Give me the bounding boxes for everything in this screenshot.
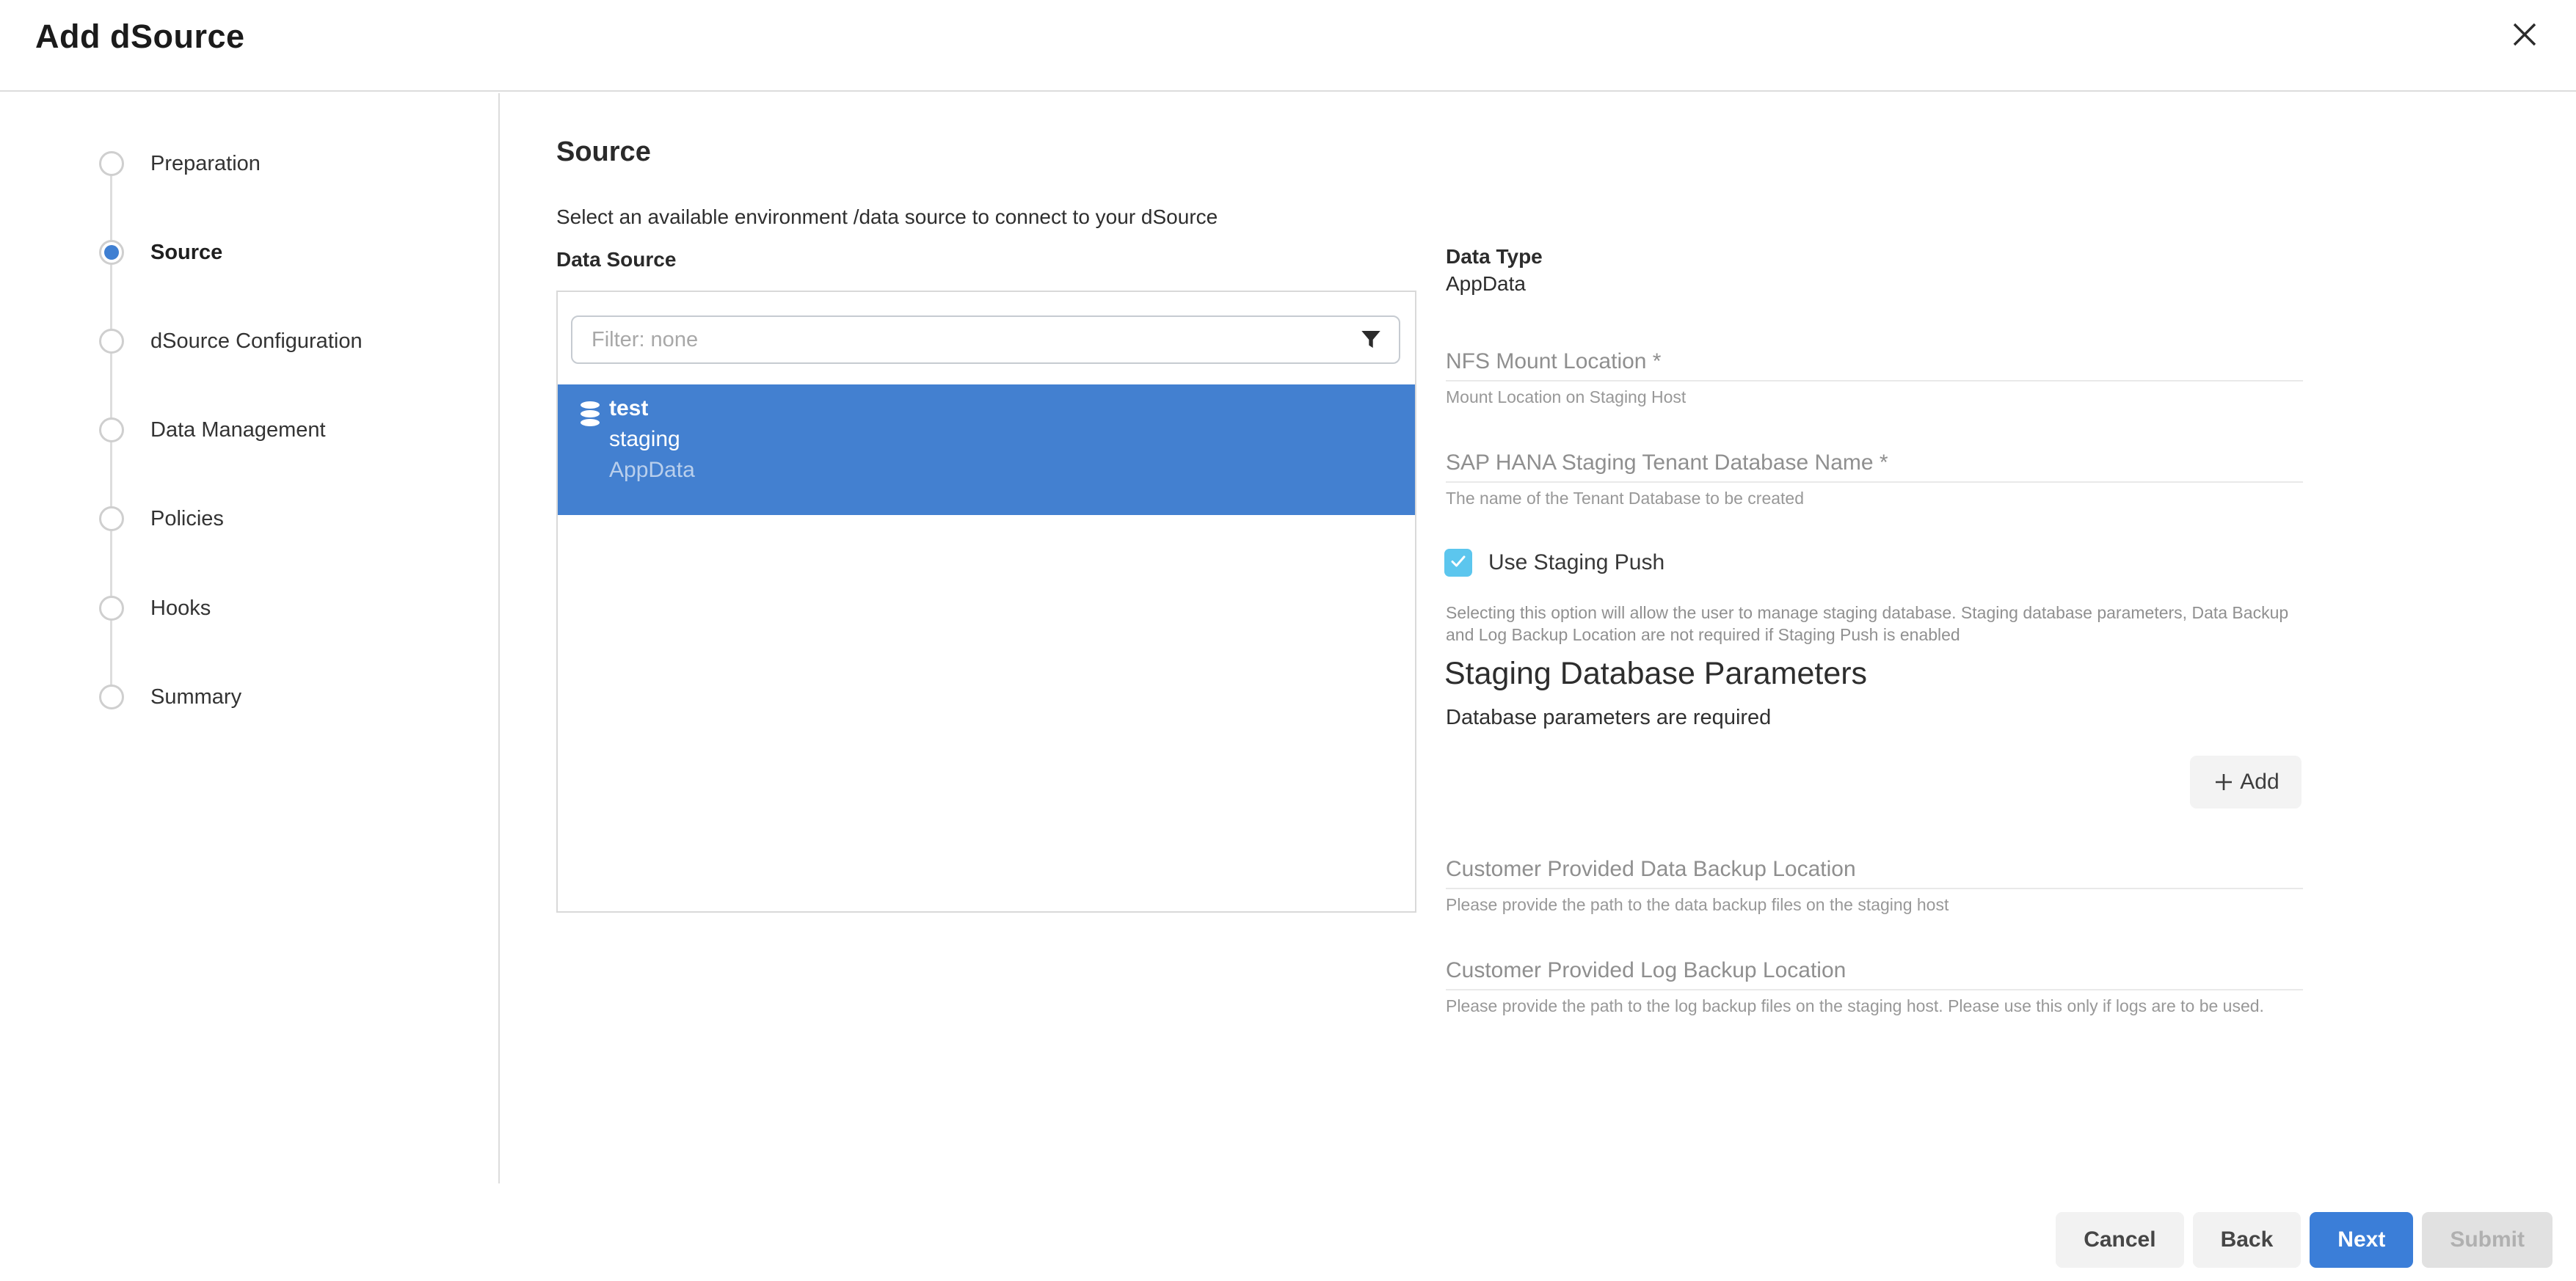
step-circle-active-icon xyxy=(99,240,124,265)
checkmark-icon xyxy=(1449,552,1468,574)
step-label: Source xyxy=(150,240,223,264)
filter-input[interactable] xyxy=(571,315,1400,364)
staging-push-helper: Selecting this option will allow the user to manage staging database. Staging database parameters, Data Backup and Log Backup Location are not required if Staging Push is enabled xyxy=(1446,603,2289,644)
nfs-mount-location-field xyxy=(1446,343,2303,407)
source-name: test xyxy=(609,396,649,420)
data-backup-location-input[interactable] xyxy=(1446,851,2303,889)
step-circle-icon xyxy=(99,417,124,442)
data-type-value: AppData xyxy=(1446,272,1526,295)
step-circle-icon xyxy=(99,506,124,531)
data-source-list-panel xyxy=(556,291,1416,913)
sidebar-step-preparation[interactable] xyxy=(99,137,261,190)
sidebar-step-source[interactable] xyxy=(99,226,222,279)
data-backup-location-helper: Please provide the path to the data backup files on the staging host xyxy=(1446,895,1949,914)
use-staging-push-row[interactable] xyxy=(1444,549,1664,577)
log-backup-location-input[interactable] xyxy=(1446,952,2303,990)
staging-push-label: Use Staging Push xyxy=(1488,550,1665,574)
step-circle-icon xyxy=(99,685,124,709)
step-circle-icon xyxy=(99,151,124,176)
step-circle-icon xyxy=(99,329,124,354)
step-label: Hooks xyxy=(150,596,211,620)
step-label: Preparation xyxy=(150,151,261,175)
database-icon xyxy=(578,401,603,432)
add-button-label: Add xyxy=(2240,770,2280,794)
step-label: Policies xyxy=(150,506,224,530)
plus-icon xyxy=(2212,770,2235,794)
dialog-title: Add dSource xyxy=(35,18,245,55)
staging-db-params-subheading: Database parameters are required xyxy=(1446,706,1772,729)
close-icon xyxy=(2508,18,2541,53)
dialog-header xyxy=(0,0,2576,92)
tenant-database-name-helper: The name of the Tenant Database to be created xyxy=(1446,489,1805,508)
data-backup-location-field xyxy=(1446,851,2303,915)
staging-push-checkbox[interactable] xyxy=(1444,549,1472,577)
add-parameter-button[interactable] xyxy=(2190,756,2302,809)
nfs-mount-location-input[interactable] xyxy=(1446,343,2303,382)
nfs-mount-location-helper: Mount Location on Staging Host xyxy=(1446,387,1687,406)
sidebar-step-policies[interactable] xyxy=(99,492,224,545)
cancel-button[interactable]: Cancel xyxy=(2056,1212,2183,1268)
step-label: dSource Configuration xyxy=(150,329,363,353)
step-label: Summary xyxy=(150,685,242,709)
data-source-label: Data Source xyxy=(556,248,677,271)
step-circle-icon xyxy=(99,596,124,621)
step-label: Data Management xyxy=(150,417,326,442)
sidebar-step-summary[interactable] xyxy=(99,671,241,723)
filter-field xyxy=(571,315,1400,364)
sidebar-step-data-management[interactable] xyxy=(99,404,326,456)
sidebar-step-dsource-configuration[interactable] xyxy=(99,315,363,368)
source-environment: staging xyxy=(609,427,680,451)
page-subtitle: Select an available environment /data source to connect to your dSource xyxy=(556,205,1218,228)
source-data-type: AppData xyxy=(609,458,695,482)
log-backup-location-helper: Please provide the path to the log backup files on the staging host. Please use this only if logs are to be used. xyxy=(1446,996,2264,1015)
next-button[interactable]: Next xyxy=(2310,1212,2413,1268)
back-button[interactable]: Back xyxy=(2193,1212,2302,1268)
log-backup-location-field xyxy=(1446,952,2303,1016)
staging-db-params-heading: Staging Database Parameters xyxy=(1444,656,1868,691)
tenant-database-name-input[interactable] xyxy=(1446,445,2303,483)
data-source-list-item-selected[interactable] xyxy=(558,384,1415,515)
submit-button[interactable]: Submit xyxy=(2422,1212,2553,1268)
footer-actions xyxy=(2056,1212,2553,1268)
data-type-label: Data Type xyxy=(1446,245,1543,268)
page-title: Source xyxy=(556,136,651,167)
tenant-database-name-field xyxy=(1446,445,2303,508)
sidebar-step-hooks[interactable] xyxy=(99,582,211,635)
filter-funnel-icon[interactable] xyxy=(1358,326,1384,353)
close-button[interactable] xyxy=(2504,15,2545,56)
wizard-steps-sidebar xyxy=(0,93,500,1183)
